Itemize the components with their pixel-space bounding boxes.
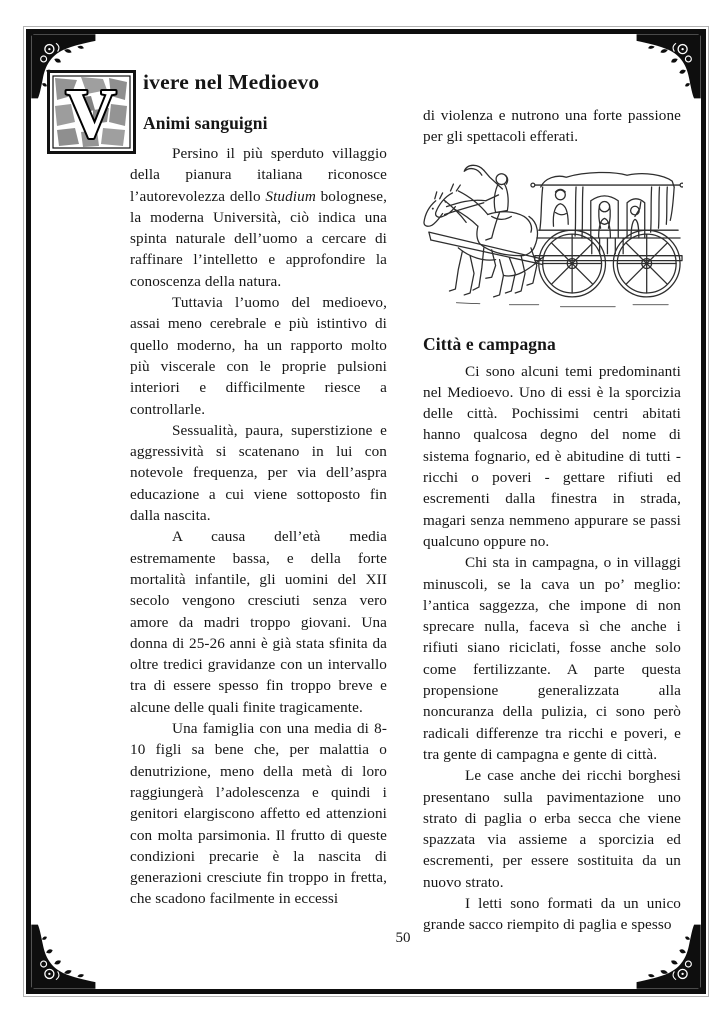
drop-cap	[47, 70, 136, 154]
right-column	[423, 105, 681, 936]
page-number: 50	[395, 930, 411, 946]
paragraph: I letti sono formati da un unico grande sacco riempito di paglia e spesso	[423, 895, 681, 934]
paragraph-text: bolognese, la moderna Università, ciò indica una spinta naturale dell’uomo a cercare di raffinare l’intelletto e approfondire la conoscenza della natura.	[130, 187, 387, 290]
paragraph	[130, 143, 387, 292]
corner-ornament-icon	[630, 31, 704, 105]
carriage-illustration	[423, 164, 683, 316]
paragraph-continuation: di violenza e nutrono una forte passione per gli spettacoli efferati.	[423, 107, 681, 146]
left-column	[130, 64, 387, 910]
paragraph: Una famiglia con una media di 8-10 figli sa bene che, per malattia o denutrizione, meno della metà di loro raggiungerà l’adolescenza e quindi i genitori elargiscono affetto ed attenzioni con molta parsimonia. Il frutto di queste condizioni precarie è la nascita di generazioni cresciute fin troppo in fretta, che scadono facilmente in eccessi	[130, 720, 387, 908]
corner-ornament-icon	[28, 918, 102, 992]
drop-cap-letter: V	[65, 76, 117, 153]
section-heading-animi: Animi sanguigni	[143, 113, 268, 133]
paragraph: Le case anche dei ricchi borghesi presentano sulla pavimentazione uno strato di paglia o erba secca che viene spazzata via assieme a sporcizia ed escrementi, per essere sostituita da un nuovo strato.	[423, 767, 681, 891]
paragraph: Chi sta in campagna, o in villaggi minuscoli, se la cava un po’ meglio: l’antica saggezza, che impone di non sprecare nulla, faceva sì che anche i rifiuti siano riciclati, fosse anche solo come fertilizzante. A parte questa propensione generalizzata alla noncuranza della pulizia, ci sono però radicali differenze tra ricchi e poveri, e tra gente di campagna e gente di città.	[423, 554, 681, 763]
wagon-wheels	[539, 230, 680, 297]
italic-term: Studium	[265, 187, 316, 205]
page-title: ivere nel Medioevo	[143, 70, 320, 94]
paragraph: A causa dell’età media estremamente bassa, e della forte mortalità infantile, gli uomini del XII secolo vengono cresciuti senza vero amore da madri troppo giovani. Una donna di 25-26 anni è già stata sfinita da oltre tredici gravidanze con un intervallo tra di essere spesso fin troppo breve e alcune delle quali finite tragicamente.	[130, 528, 387, 716]
wagon	[531, 172, 683, 260]
paragraph: Tuttavia l’uomo del medioevo, assai meno cerebrale e più istintivo di quello moderno, ha un rapporto molto più viscerale con le proprie pulsioni interiori e difficilmente riesce a controllarle.	[130, 294, 387, 418]
section-heading-citta: Città e campagna	[423, 333, 556, 354]
paragraph: Ci sono alcuni temi predominanti nel Medioevo. Uno di essi è la sporcizia delle città. Pochissimi centri abitati hanno qualcosa degno del nome di sistema fognario, ed è abitudine di tutti - ricchi o poveri - gettare rifiuti ed escrementi dalla finestra in strada, magari senza nemmeno appurare se passi qualcuno oppure no.	[423, 362, 681, 550]
paragraph: Sessualità, paura, superstizione e aggressività si scatenano in lui con notevole frequenza, per via dell’aspra educazione a cui viene sottoposto fin dalla nascita.	[130, 421, 387, 525]
paragraph-text: Persino il più sperduto villaggio della pianura italiana riconosce l’autorevolezza dello	[130, 145, 387, 205]
